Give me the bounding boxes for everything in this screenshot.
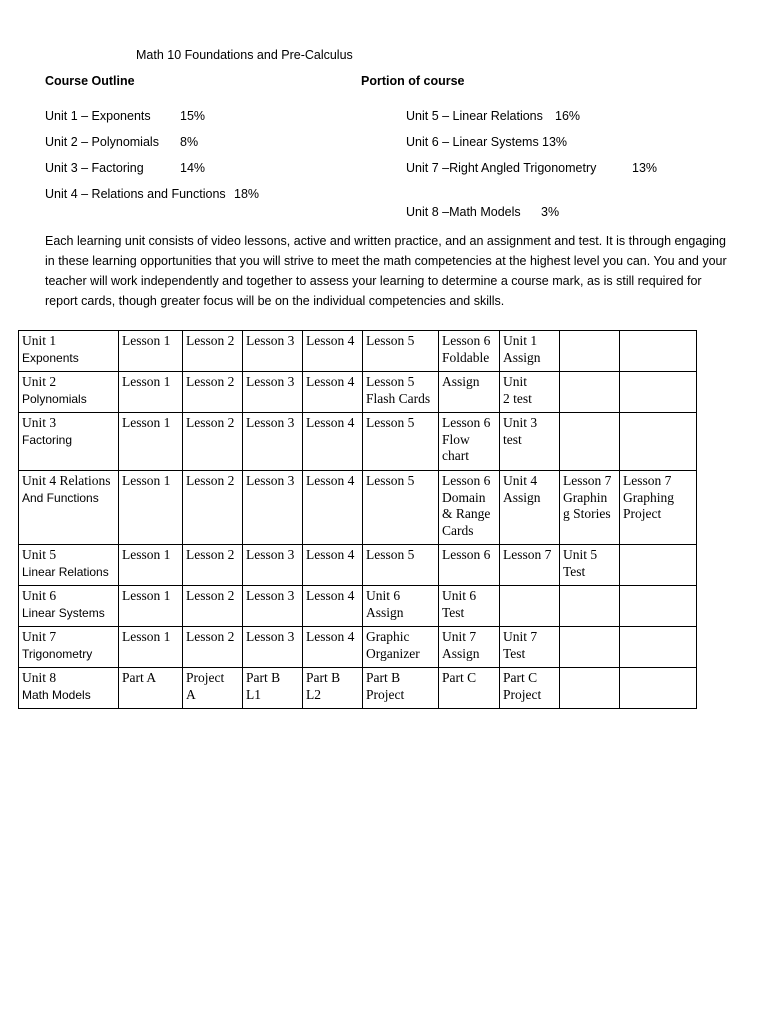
schedule-cell: Lesson 4 bbox=[303, 372, 363, 413]
schedule-cell bbox=[560, 586, 620, 627]
schedule-cell: Unit 2 test bbox=[500, 372, 560, 413]
schedule-cell: Part B Project bbox=[363, 668, 439, 709]
outline-unit-8-pct: 3% bbox=[541, 205, 560, 219]
schedule-cell: Lesson 2 bbox=[183, 471, 243, 545]
schedule-cell: Unit 3 test bbox=[500, 413, 560, 471]
schedule-cell: Lesson 2 bbox=[183, 372, 243, 413]
schedule-cell: Lesson 1 bbox=[119, 545, 183, 586]
schedule-cell: Part A bbox=[119, 668, 183, 709]
schedule-cell: Lesson 3 bbox=[243, 627, 303, 668]
outline-unit-7-pct: 13% bbox=[632, 161, 658, 175]
course-description: Each learning unit consists of video lessons, active and written practice, and an assignment and test. It is through engaging in these learning opportunities that you will strive to meet the math competencies at the highest level you can. You and your teacher will work independently and together to assess your learning to determine a course mark, as is still required for report cards, though greater focus will be on the individual competencies and skills. bbox=[45, 234, 727, 308]
schedule-cell: Lesson 2 bbox=[183, 627, 243, 668]
schedule-cell bbox=[560, 413, 620, 471]
schedule-cell bbox=[560, 668, 620, 709]
schedule-cell: Lesson 3 bbox=[243, 413, 303, 471]
table-row bbox=[19, 413, 697, 471]
schedule-cell: Unit 6 Assign bbox=[363, 586, 439, 627]
schedule-cell: Lesson 5 bbox=[363, 413, 439, 471]
unit-number: Unit 7 bbox=[22, 629, 57, 644]
schedule-cell: Part C Project bbox=[500, 668, 560, 709]
schedule-cell: Lesson 5 Flash Cards bbox=[363, 372, 439, 413]
schedule-cell: Unit 6 Test bbox=[439, 586, 500, 627]
unit-name: Trigonometry bbox=[22, 646, 93, 661]
schedule-cell: Lesson 4 bbox=[303, 331, 363, 372]
schedule-cell: Lesson 4 bbox=[303, 586, 363, 627]
unit-name: And Functions bbox=[22, 490, 99, 505]
table-row bbox=[19, 372, 697, 413]
table-row bbox=[19, 331, 697, 372]
schedule-cell: Unit 5 Test bbox=[560, 545, 620, 586]
schedule-cell bbox=[620, 331, 697, 372]
unit-number: Unit 3 bbox=[22, 415, 57, 430]
schedule-cell bbox=[500, 586, 560, 627]
outline-unit-5-pct: 16% bbox=[555, 109, 581, 123]
schedule-cell: Unit 7 Assign bbox=[439, 627, 500, 668]
unit-cell bbox=[19, 545, 119, 586]
outline-unit-2-pct: 8% bbox=[180, 135, 199, 149]
schedule-cell: Lesson 3 bbox=[243, 372, 303, 413]
unit-cell bbox=[19, 413, 119, 471]
outline-unit-3: Unit 3 – Factoring bbox=[45, 161, 144, 175]
outline-unit-4-pct: 18% bbox=[234, 187, 260, 201]
schedule-cell: Lesson 5 bbox=[363, 471, 439, 545]
schedule-cell: Lesson 4 bbox=[303, 413, 363, 471]
schedule-cell: Lesson 3 bbox=[243, 331, 303, 372]
schedule-cell: Unit 4 Assign bbox=[500, 471, 560, 545]
unit-cell bbox=[19, 586, 119, 627]
outline-unit-6: Unit 6 – Linear Systems bbox=[406, 135, 539, 149]
schedule-cell: Unit 1 Assign bbox=[500, 331, 560, 372]
outline-unit-2: Unit 2 – Polynomials bbox=[45, 135, 159, 149]
unit-cell bbox=[19, 331, 119, 372]
schedule-cell: Part B L2 bbox=[303, 668, 363, 709]
schedule-cell: Lesson 3 bbox=[243, 545, 303, 586]
unit-cell bbox=[19, 668, 119, 709]
schedule-cell bbox=[620, 627, 697, 668]
schedule-cell: Lesson 7 Graphin g Stories bbox=[560, 471, 620, 545]
table-row bbox=[19, 627, 697, 668]
schedule-cell: Lesson 6 Flow chart bbox=[439, 413, 500, 471]
unit-name: Math Models bbox=[22, 687, 91, 702]
outline-unit-8: Unit 8 –Math Models bbox=[406, 205, 521, 219]
schedule-cell bbox=[560, 372, 620, 413]
schedule-cell: Lesson 2 bbox=[183, 586, 243, 627]
schedule-cell: Lesson 1 bbox=[119, 413, 183, 471]
schedule-cell: Lesson 1 bbox=[119, 372, 183, 413]
outline-unit-5: Unit 5 – Linear Relations bbox=[406, 109, 543, 123]
schedule-cell: Lesson 2 bbox=[183, 413, 243, 471]
table-row bbox=[19, 545, 697, 586]
schedule-cell: Lesson 3 bbox=[243, 471, 303, 545]
schedule-cell: Part C bbox=[439, 668, 500, 709]
schedule-cell: Lesson 1 bbox=[119, 331, 183, 372]
schedule-cell: Lesson 1 bbox=[119, 471, 183, 545]
unit-number: Unit 6 bbox=[22, 588, 57, 603]
schedule-cell: Lesson 4 bbox=[303, 545, 363, 586]
outline-unit-6-pct: 13% bbox=[542, 135, 568, 149]
schedule-cell bbox=[560, 331, 620, 372]
unit-number: Unit 2 bbox=[22, 374, 57, 389]
schedule-cell: Lesson 5 bbox=[363, 545, 439, 586]
schedule-cell: Graphic Organizer bbox=[363, 627, 439, 668]
outline-unit-4: Unit 4 – Relations and Functions bbox=[45, 187, 226, 201]
schedule-cell: Assign bbox=[439, 372, 500, 413]
schedule-cell bbox=[620, 545, 697, 586]
unit-name: Linear Relations bbox=[22, 564, 109, 579]
unit-number: Unit 1 bbox=[22, 333, 57, 348]
schedule-cell: Lesson 1 bbox=[119, 627, 183, 668]
unit-name: Exponents bbox=[22, 350, 79, 365]
unit-cell bbox=[19, 372, 119, 413]
unit-schedule-table bbox=[18, 330, 697, 709]
schedule-cell: Lesson 7 Graphing Project bbox=[620, 471, 697, 545]
table-row bbox=[19, 586, 697, 627]
unit-cell bbox=[19, 471, 119, 545]
schedule-cell: Lesson 2 bbox=[183, 331, 243, 372]
unit-number: Unit 5 bbox=[22, 547, 57, 562]
schedule-cell: Lesson 1 bbox=[119, 586, 183, 627]
unit-name: Linear Systems bbox=[22, 605, 105, 620]
schedule-cell: Lesson 7 bbox=[500, 545, 560, 586]
schedule-cell: Project A bbox=[183, 668, 243, 709]
unit-number: Unit 8 bbox=[22, 670, 57, 685]
schedule-cell bbox=[620, 586, 697, 627]
schedule-cell bbox=[560, 627, 620, 668]
schedule-cell bbox=[620, 668, 697, 709]
schedule-cell: Lesson 6 Foldable bbox=[439, 331, 500, 372]
schedule-cell: Part B L1 bbox=[243, 668, 303, 709]
table-row bbox=[19, 668, 697, 709]
schedule-cell: Lesson 3 bbox=[243, 586, 303, 627]
schedule-cell: Lesson 4 bbox=[303, 471, 363, 545]
unit-name: Polynomials bbox=[22, 391, 87, 406]
unit-cell bbox=[19, 627, 119, 668]
course-outline-heading: Course Outline bbox=[45, 74, 135, 88]
outline-unit-7: Unit 7 –Right Angled Trigonometry bbox=[406, 161, 597, 175]
schedule-cell: Lesson 6 bbox=[439, 545, 500, 586]
portion-of-course-heading: Portion of course bbox=[361, 74, 465, 88]
outline-unit-3-pct: 14% bbox=[180, 161, 206, 175]
schedule-cell bbox=[620, 413, 697, 471]
schedule-cell: Lesson 2 bbox=[183, 545, 243, 586]
document-title: Math 10 Foundations and Pre-Calculus bbox=[136, 48, 353, 62]
table-row bbox=[19, 471, 697, 545]
unit-number: Unit 4 Relations bbox=[22, 473, 111, 488]
unit-name: Factoring bbox=[22, 432, 73, 447]
schedule-cell: Unit 7 Test bbox=[500, 627, 560, 668]
outline-unit-1: Unit 1 – Exponents bbox=[45, 109, 151, 123]
schedule-cell: Lesson 6 Domain & Range Cards bbox=[439, 471, 500, 545]
schedule-cell: Lesson 5 bbox=[363, 331, 439, 372]
schedule-cell bbox=[620, 372, 697, 413]
schedule-cell: Lesson 4 bbox=[303, 627, 363, 668]
outline-unit-1-pct: 15% bbox=[180, 109, 206, 123]
